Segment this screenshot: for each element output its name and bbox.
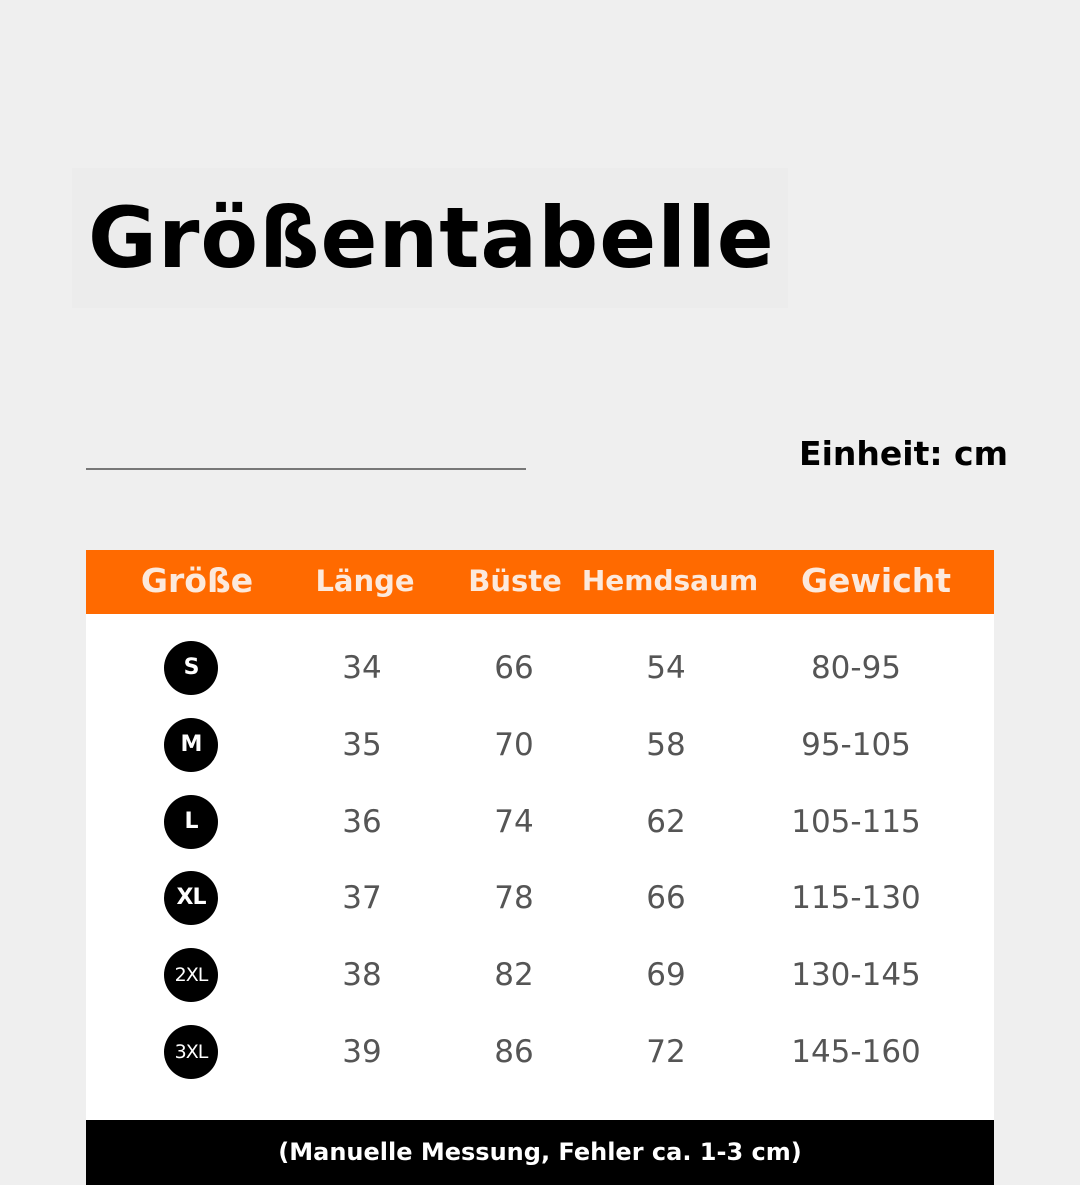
cell-bueste: 74 [494,804,534,840]
cell-bueste: 66 [494,650,534,686]
cell-laenge: 38 [342,957,382,993]
cell-bueste: 86 [494,1034,534,1070]
cell-bueste: 82 [494,957,534,993]
cell-hemdsaum: 62 [646,804,686,840]
cell-gewicht: 130-145 [791,957,921,993]
cell-gewicht: 95-105 [801,727,911,763]
cell-hemdsaum: 58 [646,727,686,763]
cell-laenge: 36 [342,804,382,840]
header-groesse: Größe [140,561,254,600]
size-badge: 2XL [164,948,218,1002]
cell-gewicht: 80-95 [810,650,902,686]
header-laenge: Länge [315,564,415,598]
header-bueste: Büste [468,564,562,598]
cell-laenge: 39 [342,1034,382,1070]
table-row [86,707,994,783]
table-row [86,630,994,706]
cell-bueste: 70 [494,727,534,763]
table-row [86,1014,994,1090]
cell-hemdsaum: 72 [646,1034,686,1070]
size-badge: M [164,718,218,772]
measurement-note: (Manuelle Messung, Fehler ca. 1-3 cm) [86,1120,994,1185]
size-badge: L [164,795,218,849]
cell-laenge: 35 [342,727,382,763]
cell-hemdsaum: 54 [646,650,686,686]
cell-laenge: 37 [342,880,382,916]
header-hemdsaum: Hemdsaum [581,564,759,597]
cell-gewicht: 105-115 [791,804,921,840]
cell-gewicht: 115-130 [791,880,921,916]
table-row [86,860,994,936]
page-title: Größentabelle [88,189,775,287]
unit-label: Einheit: cm [799,434,1008,473]
size-badge: 3XL [164,1025,218,1079]
cell-bueste: 78 [494,880,534,916]
size-badge: XL [164,871,218,925]
size-badge: S [164,641,218,695]
size-table [86,550,994,1185]
table-row [86,937,994,1013]
table-row [86,784,994,860]
divider-line [86,468,526,470]
cell-laenge: 34 [342,650,382,686]
table-header [86,550,994,614]
cell-gewicht: 145-160 [791,1034,921,1070]
cell-hemdsaum: 69 [646,957,686,993]
header-gewicht: Gewicht [800,561,952,600]
cell-hemdsaum: 66 [646,880,686,916]
